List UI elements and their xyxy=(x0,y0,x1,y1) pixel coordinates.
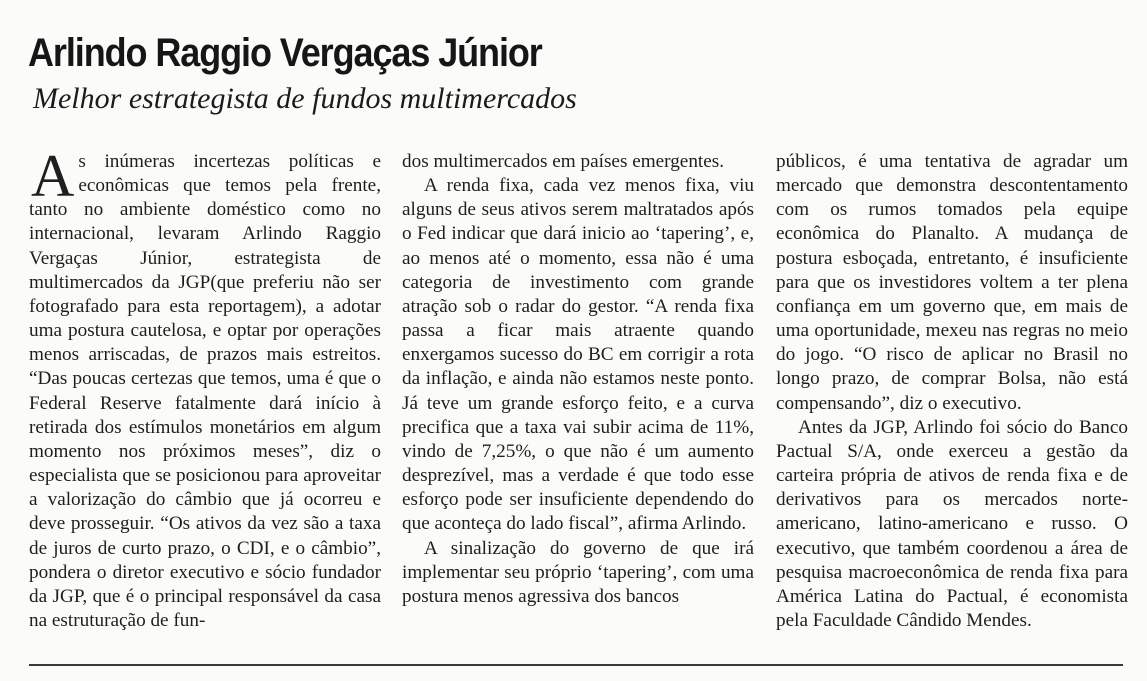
paragraph xyxy=(29,143,381,633)
paragraph: dos multimercados em países emergentes. xyxy=(402,151,725,172)
paragraph: A renda fixa, cada vez menos fixa, viu alguns de seus ativos serem maltratados após o Fed indicar que dará inicio ao ‘tapering’, e, ao menos até o momento, essa não é uma categoria de investimento com grande atração sob o radar do gestor. “A renda fixa passa a ficar mais atraente quando enxergamos sucesso do BC em corrigir a rota da inflação, e ainda não estamos neste ponto. Já teve um grande esforço feito, e a curva precifica que a taxa vai subir acima de 11%, vindo de 7,25%, o que não é um aumento desprezível, mas a verdade é que todo esse esforço pode ser insuficiente dependendo do que aconteça do lado fiscal”, afirma Arlindo. xyxy=(402,175,754,535)
article-subtitle: Melhor estrategista de fundos multimercados xyxy=(33,82,577,115)
paragraph: públicos, é uma tentativa de agradar um mercado que demonstra descontentamento com os rumos tomados pela equipe econômica do Planalto. A mudança de postura esboçada, entretanto, é insuficiente para que os investidores voltem a ter plena confiança em um governo que, em mais de uma oportunidade, mexeu nas regras no meio do jogo. “O risco de aplicar no Brasil no longo prazo, de comprar Bolsa, não está compensando”, diz o executivo. xyxy=(776,151,1128,414)
text-column-2 xyxy=(402,150,754,609)
text-column-3 xyxy=(776,150,1128,633)
paragraph: A sinalização do governo de que irá implementar seu próprio ‘tapering’, com uma postura menos agressiva dos bancos xyxy=(402,537,754,607)
text-column-1 xyxy=(29,143,381,633)
paragraph-text: s inúmeras incertezas políticas e econômicas que temos pela frente, tanto no ambiente doméstico como no internacional, levaram Arlindo Raggio Vergaças Júnior, estrategista de multimercados da JGP(que preferiu não ser fotografado para esta reportagem), a adotar uma postura cautelosa, e optar por operações menos arriscadas, de prazos mais estreitos. “Das poucas certezas que temos, uma é que o Federal Reserve fatalmente dará início à retirada dos estímulos monetários em algum momento nos próximos meses”, diz o especialista que se posicionou para aproveitar a valorização do câmbio que já ocorreu e deve prosseguir. “Os ativos da vez são a taxa de juros de curto prazo, o CDI, e o câmbio”, pondera o diretor executivo e sócio fundador da JGP, que é o principal responsável da casa na estruturação de fun- xyxy=(29,151,381,631)
drop-cap: A xyxy=(31,143,75,209)
bottom-divider xyxy=(29,664,1123,666)
article-title: Arlindo Raggio Vergaças Júnior xyxy=(28,31,542,75)
paragraph: Antes da JGP, Arlindo foi sócio do Banco Pactual S/A, onde exerceu a gestão da carteira própria de ativos de renda fixa e de derivativos para os mercados norte-americano, latino-americano e russo. O executivo, que também coordenou a área de pesquisa macroeconômica de renda fixa para América Latina do Pactual, é economista pela Faculdade Cândido Mendes. xyxy=(776,416,1128,631)
